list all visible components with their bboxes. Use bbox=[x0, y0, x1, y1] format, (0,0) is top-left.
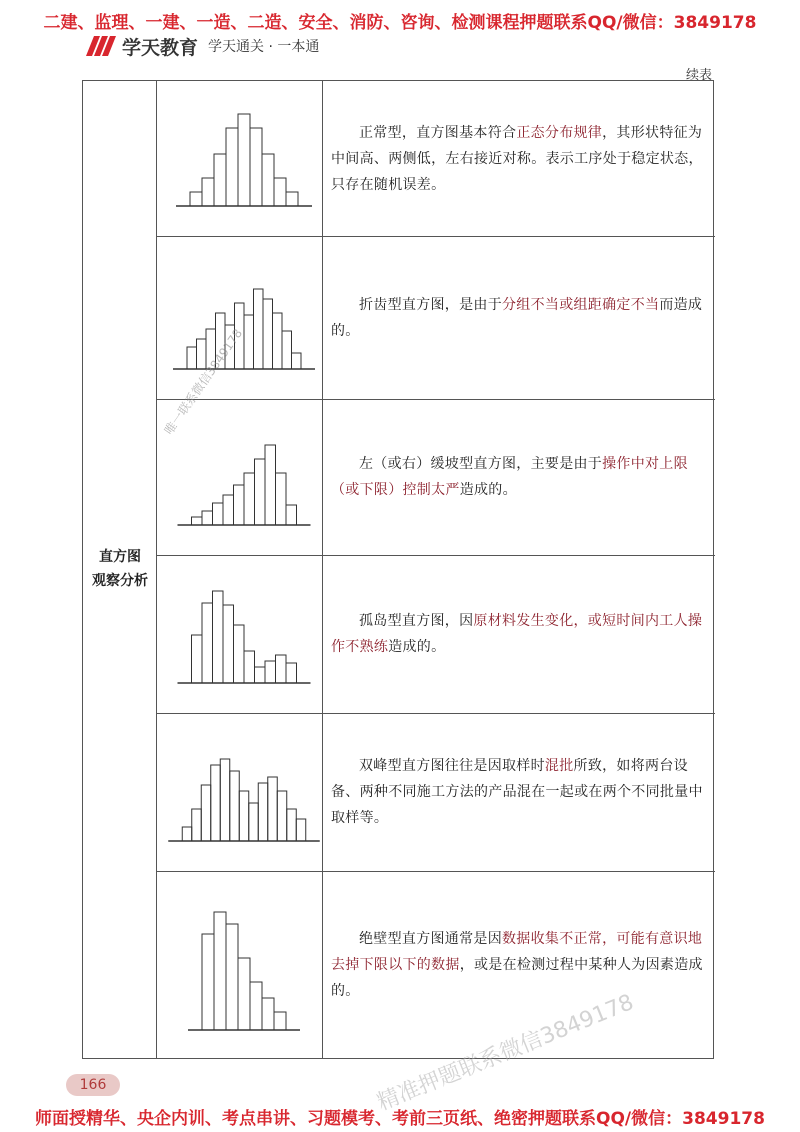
histogram-bar bbox=[234, 625, 245, 683]
highlighted-text: 数据收集不正常，可能有意识地去掉下限以下的数据 bbox=[331, 930, 703, 973]
histogram-bar bbox=[220, 759, 230, 841]
histogram-bar bbox=[214, 154, 226, 206]
histogram-bar bbox=[274, 178, 286, 206]
description-text bbox=[331, 753, 703, 831]
text-segment: 孤岛型直方图，因 bbox=[359, 613, 474, 629]
table-row-skewed bbox=[157, 399, 715, 555]
text-segment: 而造成的。 bbox=[331, 296, 703, 339]
histogram-bar bbox=[258, 783, 268, 841]
text-segment: 双峰型直方图往往是因取样时 bbox=[359, 758, 545, 774]
histogram-bar bbox=[201, 785, 211, 841]
histogram-bar bbox=[182, 827, 192, 841]
histogram-bar bbox=[262, 154, 274, 206]
histogram-bar bbox=[223, 495, 234, 525]
histogram-bar bbox=[230, 771, 240, 841]
category-label-line-1: 直方图 bbox=[99, 549, 141, 565]
histogram-bar bbox=[213, 503, 224, 525]
histogram-bar bbox=[276, 655, 287, 683]
text-segment: 造成的。 bbox=[388, 639, 446, 655]
histogram-bar bbox=[276, 473, 287, 525]
highlighted-text: 混批 bbox=[544, 758, 574, 774]
histogram-comb bbox=[157, 236, 323, 399]
histogram-bar bbox=[273, 313, 283, 369]
histogram-bar bbox=[249, 803, 259, 841]
publisher-logo bbox=[80, 32, 319, 60]
histogram-bar bbox=[192, 517, 203, 525]
histogram-bar bbox=[286, 505, 297, 525]
histogram-cell bbox=[157, 713, 323, 871]
histogram-bar bbox=[255, 667, 266, 683]
histogram-bar bbox=[192, 809, 202, 841]
logo-stripes-icon bbox=[80, 34, 118, 58]
histogram-bimodal bbox=[157, 713, 323, 871]
histogram-cell bbox=[157, 555, 323, 713]
table-row-isolated bbox=[157, 555, 715, 713]
text-segment: 造成的。 bbox=[459, 482, 517, 498]
histogram-bar bbox=[263, 299, 273, 369]
description-text bbox=[331, 608, 703, 660]
category-cell bbox=[83, 81, 157, 1058]
histogram-bar bbox=[190, 192, 202, 206]
text-segment: 绝壁型直方图通常是因 bbox=[359, 930, 502, 947]
highlighted-text: 正态分布规律 bbox=[516, 124, 603, 141]
histogram-cliff bbox=[157, 871, 323, 1058]
histogram-bar bbox=[254, 289, 264, 369]
histogram-bar bbox=[211, 765, 221, 841]
description-cell bbox=[331, 555, 703, 713]
histogram-bar bbox=[244, 651, 255, 683]
text-segment: ，或是在检测过程中某种人为因素造成的。 bbox=[331, 956, 703, 999]
text-segment: 正常型，直方图基本符合 bbox=[359, 124, 517, 141]
histogram-bar bbox=[192, 635, 203, 683]
histogram-bar bbox=[226, 128, 238, 206]
histogram-bar bbox=[292, 353, 302, 369]
histogram-bar bbox=[239, 791, 249, 841]
description-cell bbox=[331, 399, 703, 555]
description-text bbox=[331, 292, 703, 344]
description-text bbox=[331, 120, 703, 198]
histogram-isolated bbox=[157, 555, 323, 713]
page-number: 166 bbox=[66, 1074, 120, 1096]
histogram-cell bbox=[157, 871, 323, 1058]
histogram-bar bbox=[244, 315, 254, 369]
histogram-bar bbox=[213, 591, 224, 683]
watermark-1: 唯一联系微信3849178 bbox=[161, 326, 246, 438]
histogram-table bbox=[82, 80, 714, 1059]
top-contact-banner: 二建、监理、一建、一造、二造、安全、消防、咨询、检测课程押题联系QQ/微信：3849178 bbox=[43, 13, 757, 33]
histogram-bar bbox=[255, 459, 266, 525]
table-row-bimodal bbox=[157, 713, 715, 871]
table-row-comb bbox=[157, 236, 715, 399]
table-row-normal bbox=[157, 81, 715, 236]
histogram-bar bbox=[202, 178, 214, 206]
histogram-bar bbox=[286, 663, 297, 683]
table-continued-label: 续表 bbox=[685, 68, 712, 83]
histogram-bar bbox=[234, 485, 245, 525]
text-segment: 所致，如将两台设备、两种不同施工方法的产品混在一起或在两个不同批量中取样等。 bbox=[331, 758, 703, 826]
histogram-cell bbox=[157, 236, 323, 399]
watermark-2: 精准押题联系微信3849178 bbox=[373, 989, 638, 1116]
histogram-bar bbox=[262, 998, 274, 1030]
highlighted-text: 操作中对上限（或下限）控制太严 bbox=[331, 456, 688, 498]
histogram-bar bbox=[296, 819, 306, 841]
histogram-bar bbox=[238, 114, 250, 206]
histogram-bar bbox=[250, 128, 262, 206]
histogram-bar bbox=[202, 603, 213, 683]
description-text bbox=[331, 926, 703, 1004]
description-cell bbox=[331, 713, 703, 871]
histogram-bar bbox=[286, 192, 298, 206]
histogram-bar bbox=[202, 934, 214, 1030]
histogram-bar bbox=[202, 511, 213, 525]
histogram-cell bbox=[157, 81, 323, 236]
description-cell bbox=[331, 236, 703, 399]
description-cell bbox=[331, 81, 703, 236]
histogram-bar bbox=[223, 605, 234, 683]
histogram-bar bbox=[274, 1012, 286, 1030]
histogram-bar bbox=[187, 347, 197, 369]
highlighted-text: 原材料发生变化，或短时间内工人操作不熟练 bbox=[331, 613, 703, 655]
category-label bbox=[83, 545, 157, 593]
histogram-bar bbox=[287, 809, 297, 841]
text-segment: 左（或右）缓坡型直方图，主要是由于 bbox=[359, 456, 603, 472]
histogram-bar bbox=[268, 777, 278, 841]
histogram-bar bbox=[214, 912, 226, 1030]
histogram-bar bbox=[265, 445, 276, 525]
histogram-bar bbox=[282, 331, 292, 369]
histogram-bar bbox=[250, 982, 262, 1030]
histogram-bar bbox=[238, 958, 250, 1030]
book-subtitle: 学天通关 · 一本通 bbox=[208, 39, 320, 55]
brand-name: 学天教育 bbox=[122, 36, 199, 59]
description-text bbox=[331, 451, 703, 503]
histogram-bar bbox=[244, 473, 255, 525]
category-label-line-2: 观察分析 bbox=[92, 573, 148, 589]
histogram-bar bbox=[265, 661, 276, 683]
text-segment: ，其形状特征为中间高、两侧低，左右接近对称。表示工序处于稳定状态，只存在随机误差。 bbox=[331, 124, 703, 193]
table-row-cliff bbox=[157, 871, 715, 1058]
histogram-normal bbox=[157, 81, 323, 236]
histogram-bar bbox=[226, 924, 238, 1030]
histogram-bar bbox=[277, 791, 287, 841]
bottom-contact-banner: 师面授精华、央企内训、考点串讲、习题模考、考前三页纸、绝密押题联系QQ/微信：3849178 bbox=[35, 1109, 765, 1129]
text-segment: 折齿型直方图，是由于 bbox=[359, 296, 502, 313]
highlighted-text: 分组不当或组距确定不当 bbox=[502, 296, 660, 313]
